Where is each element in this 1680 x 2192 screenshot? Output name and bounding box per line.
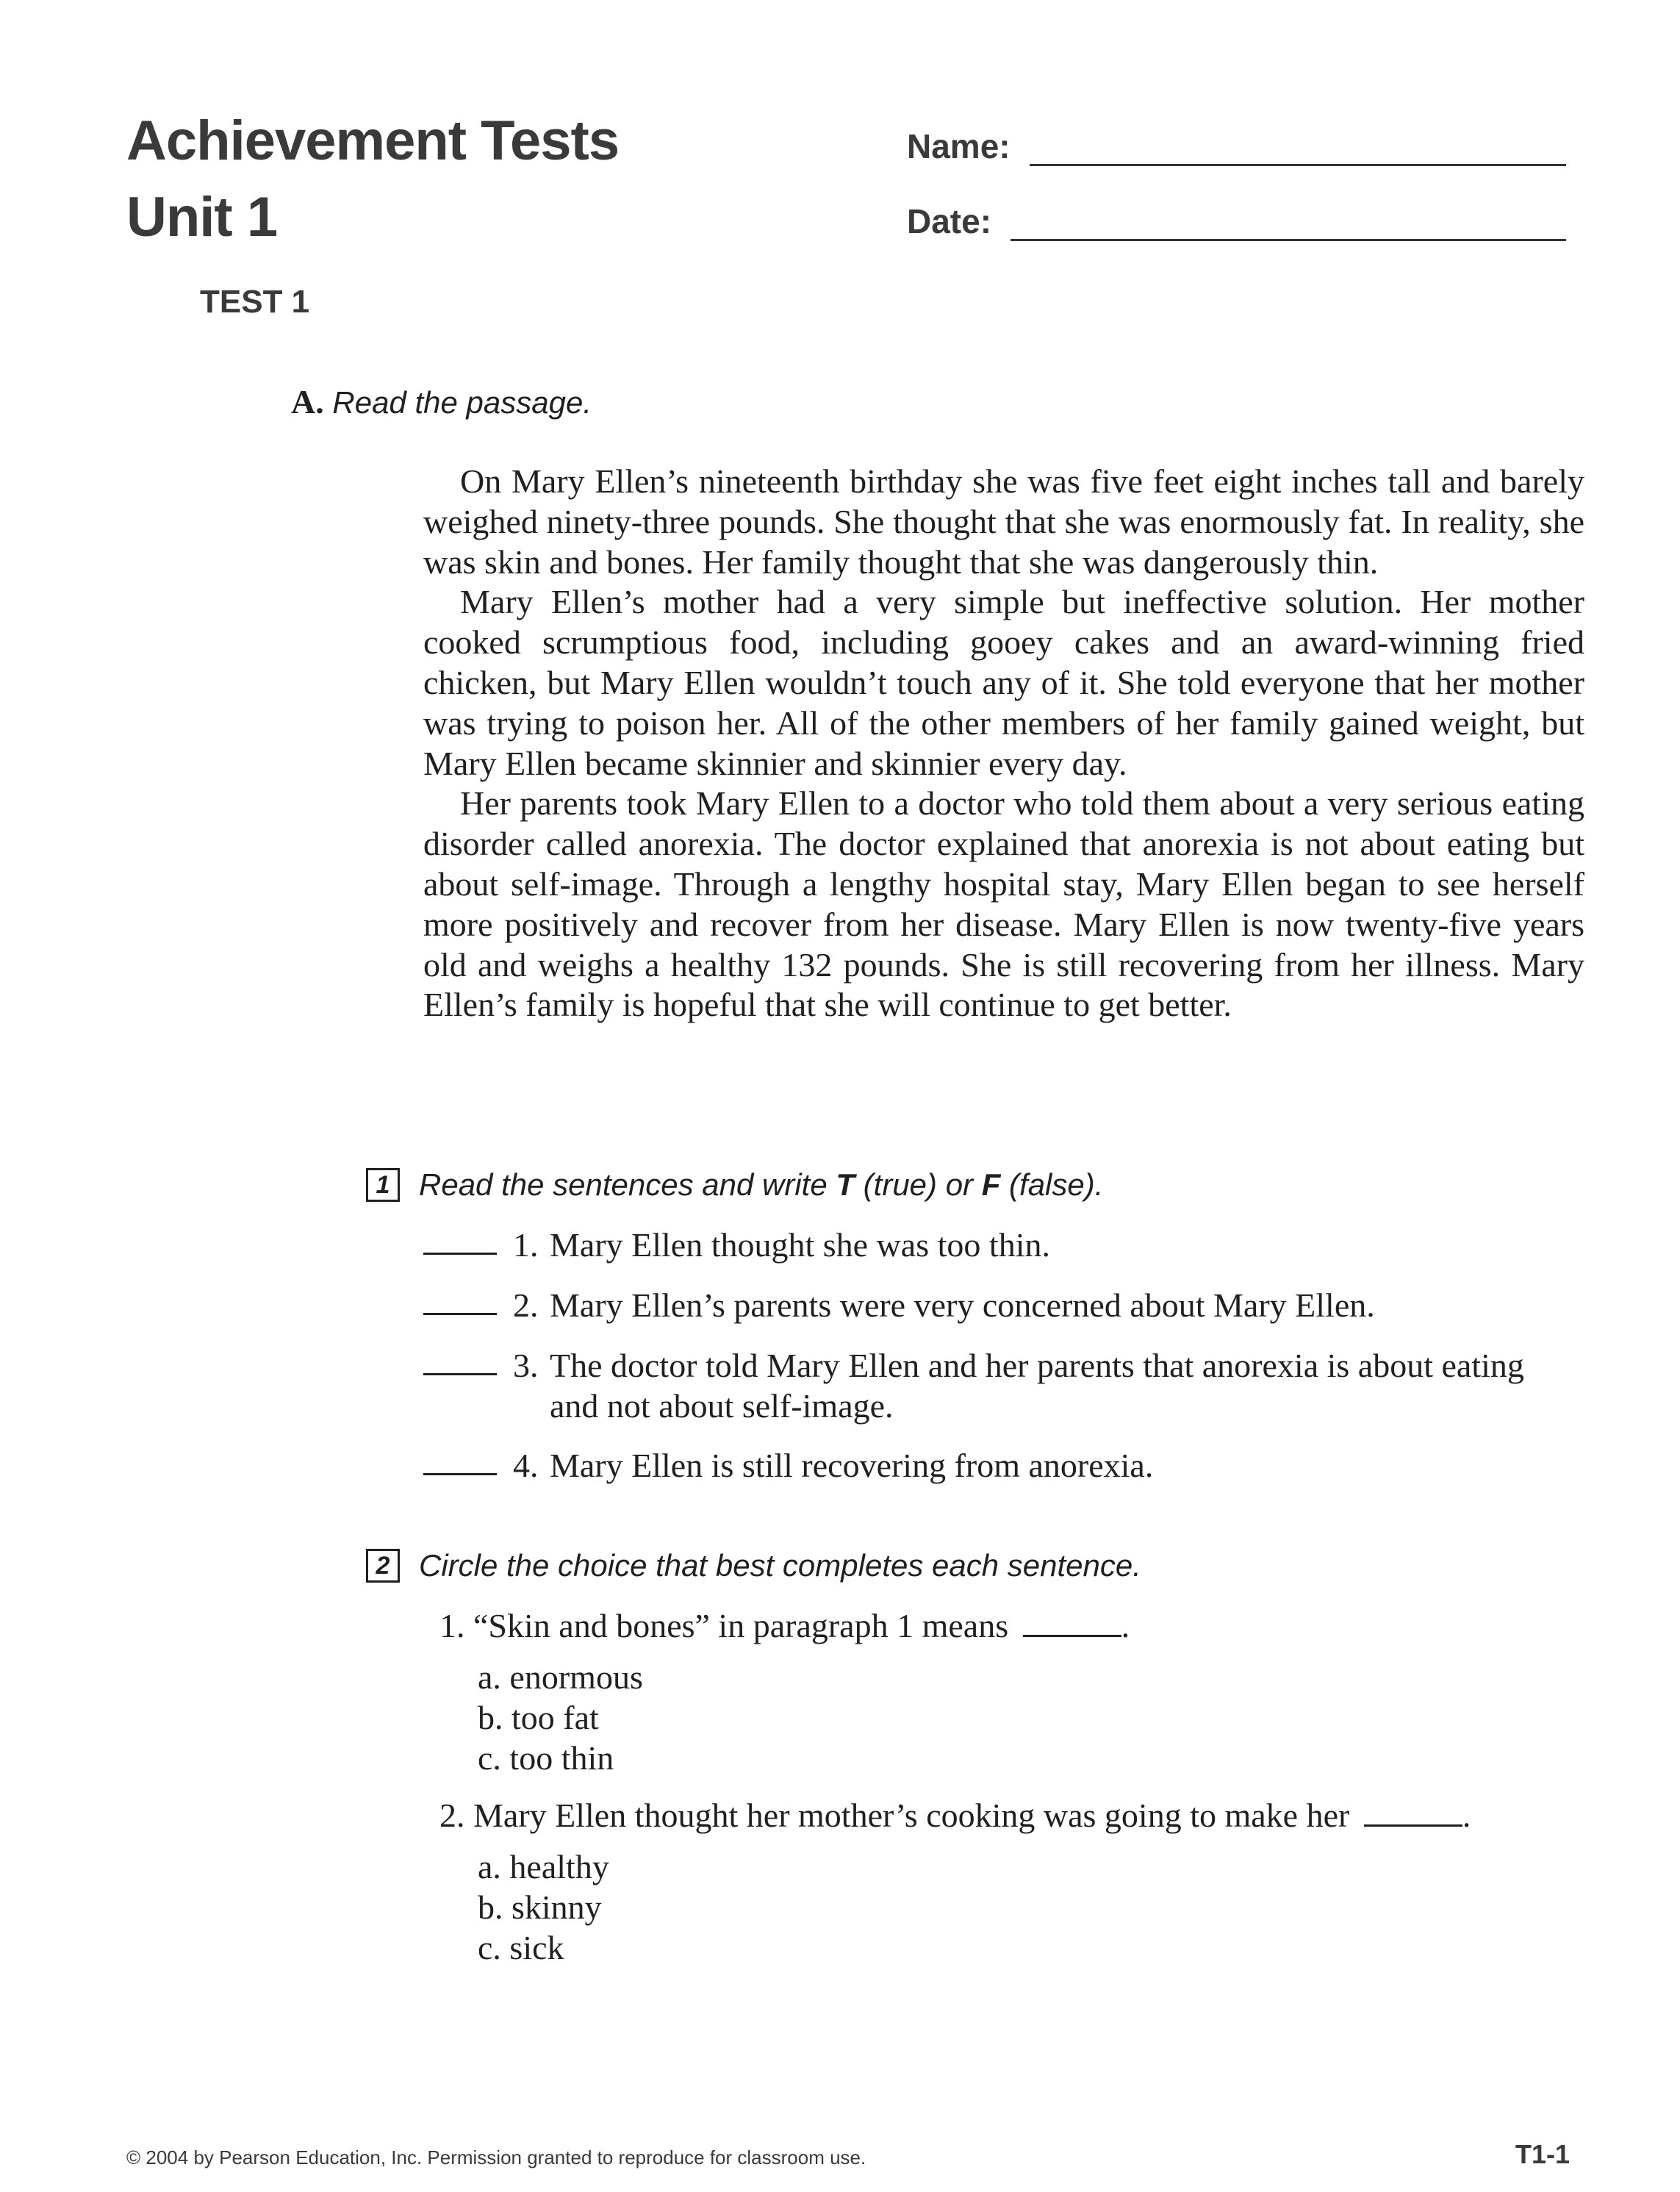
question-number: 1. (439, 1607, 465, 1644)
title-line-2: Unit 1 (126, 186, 278, 248)
section-a-instruction: Read the passage. (332, 385, 592, 420)
passage-paragraph-1: On Mary Ellen’s nineteenth birthday she was five feet eight inches tall and barely weighed ninety-three pounds. She thought that she was enormously fat. In reality, she was skin and bones. Her family thought that she was dangerously thin. (423, 462, 1584, 581)
name-field[interactable] (907, 126, 1566, 166)
answer-blank[interactable] (1364, 1799, 1462, 1827)
name-label: Name: (907, 127, 1010, 165)
test-label: TEST 1 (200, 284, 310, 320)
name-line[interactable] (1030, 135, 1566, 166)
tf-item (423, 1285, 1570, 1325)
exercise-1-instruction: Read the sentences and write T (true) or F (false). (419, 1167, 1104, 1202)
mc-option[interactable]: b. skinny (478, 1888, 602, 1926)
answer-blank[interactable] (423, 1445, 497, 1475)
item-text: The doctor told Mary Ellen and her parents that anorexia is about eating and not about self-image. (550, 1347, 1524, 1425)
tf-item (423, 1345, 1570, 1426)
answer-blank[interactable] (423, 1285, 497, 1315)
section-a-letter: A. (291, 383, 324, 420)
exercise-2-instruction: Circle the choice that best completes each sentence. (419, 1548, 1141, 1583)
page-title (126, 103, 619, 256)
reading-passage (423, 462, 1584, 1025)
date-line[interactable] (1010, 209, 1566, 241)
mc-question (439, 1795, 1471, 1835)
mc-question (439, 1605, 1130, 1646)
question-text: “Skin and bones” in paragraph 1 means (473, 1607, 1009, 1644)
question-number: 2. (439, 1797, 465, 1834)
item-text: Mary Ellen thought she was too thin. (550, 1226, 1050, 1264)
mc-option[interactable]: a. enormous (478, 1658, 643, 1696)
mc-option[interactable]: b. too fat (478, 1699, 599, 1736)
page-id: T1-1 (1515, 2139, 1570, 2169)
answer-blank[interactable] (1023, 1610, 1121, 1637)
answer-blank[interactable] (423, 1345, 497, 1375)
question-end: . (1462, 1797, 1471, 1834)
question-end: . (1121, 1607, 1130, 1644)
section-a-heading (291, 382, 592, 421)
passage-paragraph-2: Mary Ellen’s mother had a very simple but ineffective solution. Her mother cooked scrumptious food, including gooey cakes and an award-winning fried chicken, but Mary Ellen wouldn’t touch any of it. She told everyone that her mother was trying to poison her. All of the other members of her family gained weight, but Mary Ellen became skinnier and skinnier every day. (423, 583, 1584, 782)
title-line-1: Achievement Tests (126, 110, 620, 172)
item-number: 1. (513, 1226, 539, 1264)
exercise-1-number-box: 1 (366, 1168, 400, 1202)
mc-option[interactable]: a. healthy (478, 1848, 609, 1885)
tf-item (423, 1225, 1570, 1265)
item-number: 2. (513, 1286, 539, 1324)
mc-option[interactable]: c. sick (478, 1929, 564, 1966)
mc-options (478, 1657, 643, 1778)
passage-paragraph-3: Her parents took Mary Ellen to a doctor who told them about a very serious eating disorder called anorexia. The doctor explained that anorexia is not about eating but about self-image. Through a lengthy hospital stay, Mary Ellen began to see herself more positively and recover from her disease. Mary Ellen is now twenty-five years old and weighs a healthy 132 pounds. She is still recovering from her illness. Mary Ellen’s family is hopeful that she will continue to get better. (423, 784, 1584, 1024)
mc-options (478, 1847, 609, 1968)
item-number: 3. (513, 1347, 539, 1384)
exercise-2-number-box: 2 (366, 1549, 400, 1583)
answer-blank[interactable] (423, 1225, 497, 1255)
copyright-notice: © 2004 by Pearson Education, Inc. Permission granted to reproduce for classroom use. (126, 2146, 866, 2168)
date-field[interactable] (907, 201, 1566, 241)
question-text: Mary Ellen thought her mother’s cooking was going to make her (473, 1797, 1350, 1834)
date-label: Date: (907, 202, 992, 240)
item-text: Mary Ellen is still recovering from anorexia. (550, 1447, 1154, 1484)
item-number: 4. (513, 1447, 539, 1484)
tf-item (423, 1445, 1570, 1486)
mc-option[interactable]: c. too thin (478, 1739, 614, 1777)
item-text: Mary Ellen’s parents were very concerned about Mary Ellen. (550, 1286, 1375, 1324)
exercise-1-heading (366, 1167, 1103, 1203)
exercise-2-heading (366, 1548, 1141, 1583)
